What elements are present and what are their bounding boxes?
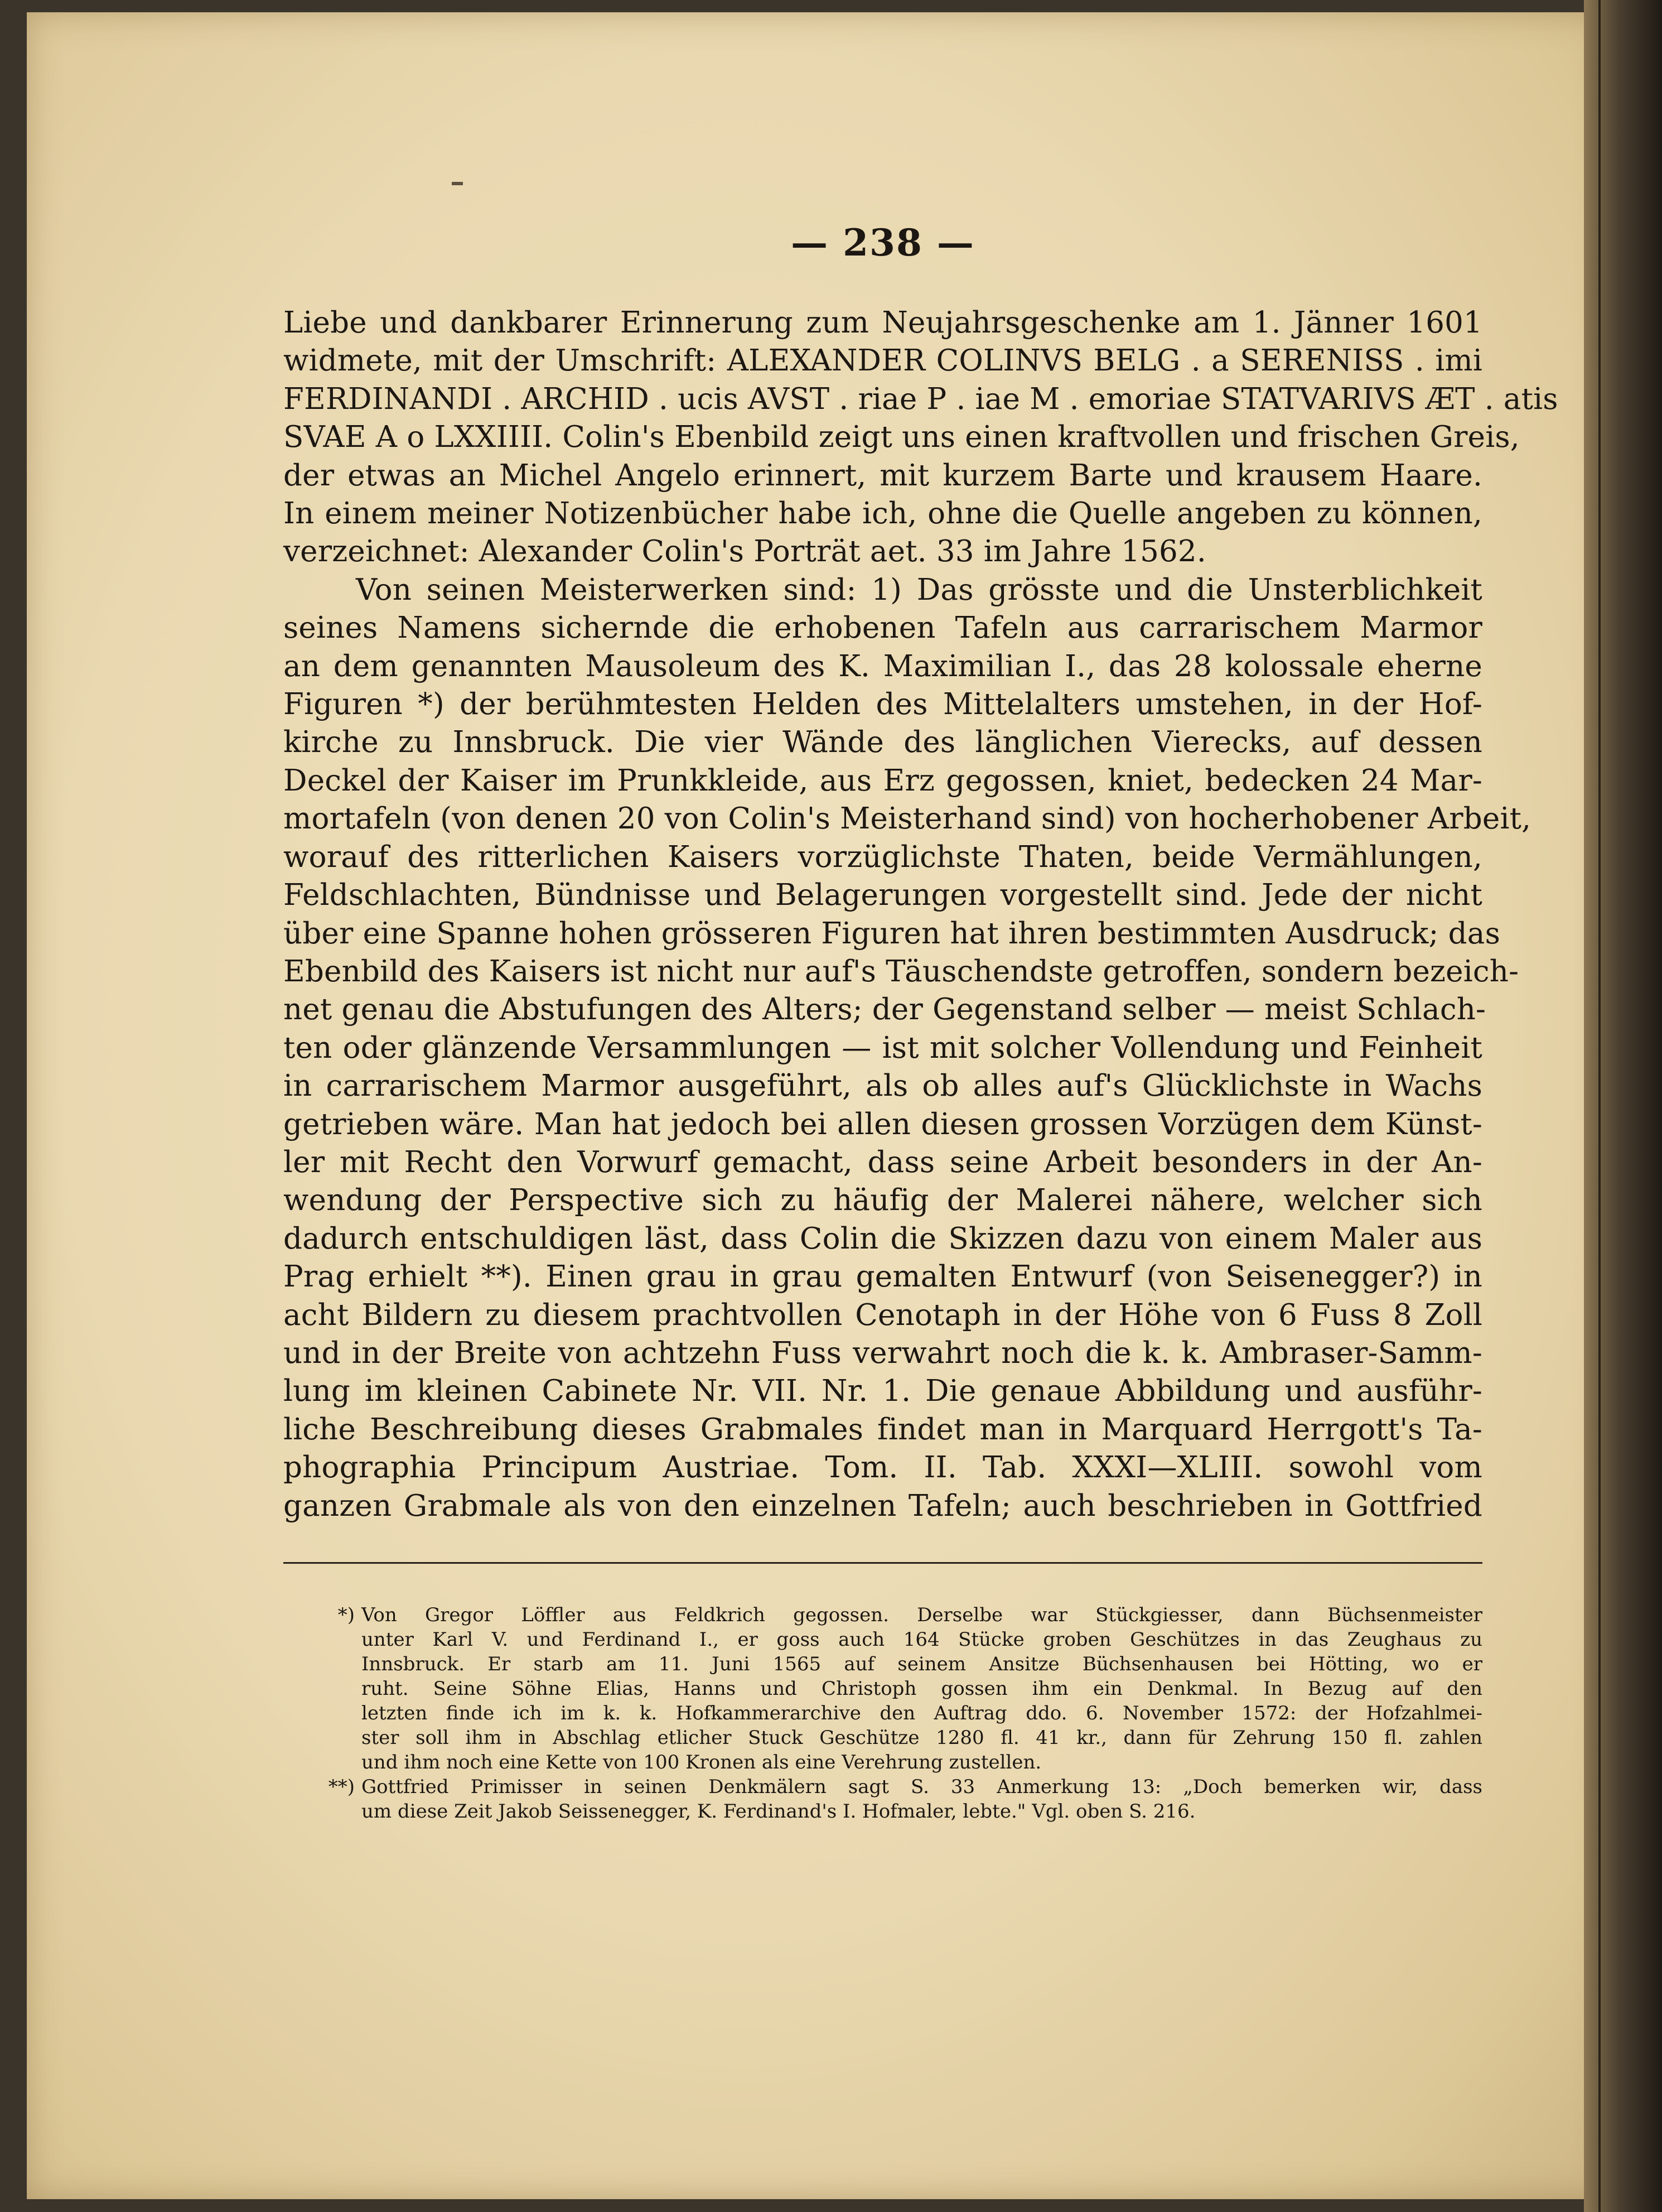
body-line: Feldschlachten, Bündnisse und Belagerungen vorgestellt sind. Jede der nicht xyxy=(283,878,1482,913)
footnote-divider xyxy=(283,1562,1482,1564)
footnote xyxy=(283,1603,1482,1775)
footnote-marker: *) xyxy=(337,1604,355,1626)
body-line: liche Beschreibung dieses Grabmales findet man in Marquard Herrgott's Ta- xyxy=(283,1412,1482,1447)
footnote-line: Innsbruck. Er starb am 11. Juni 1565 auf seinem Ansitze Büchsenhausen bei Hötting, wo er xyxy=(361,1653,1482,1675)
page-edge xyxy=(1598,0,1601,2212)
body-line: und in der Breite von achtzehn Fuss verwahrt noch die k. k. Ambraser-Samm- xyxy=(283,1336,1482,1370)
ink-mark xyxy=(452,182,463,185)
body-line: In einem meiner Notizenbücher habe ich, ohne die Quelle angeben zu können, xyxy=(283,497,1482,531)
body-line: über eine Spanne hohen grösseren Figuren hat ihren bestimmten Ausdruck; das xyxy=(283,916,1500,951)
footnote-line: ster soll ihm in Abschlag etlicher Stuck Geschütze 1280 fl. 41 kr., dann für Zehrung 150 fl. zahlen xyxy=(361,1727,1482,1749)
body-line: ler mit Recht den Vorwurf gemacht, dass seine Arbeit besonders in der An- xyxy=(283,1145,1482,1179)
body-line: verzeichnet: Alexander Colin's Porträt aet. 33 im Jahre 1562. xyxy=(283,534,1206,569)
body-text xyxy=(283,304,1558,1525)
page-text-block xyxy=(283,220,1558,1824)
body-line: Figuren *) der berühmtesten Helden des Mittelalters umstehen, in der Hof- xyxy=(283,687,1482,722)
body-line: Prag erhielt **). Einen grau in grau gemalten Entwurf (von Seisenegger?) in xyxy=(283,1260,1482,1294)
footnote-marker: **) xyxy=(328,1776,355,1798)
body-line: lung im kleinen Cabinete Nr. VII. Nr. 1. Die genaue Abbildung und ausführ- xyxy=(283,1374,1482,1409)
body-line: ganzen Grabmale als von den einzelnen Tafeln; auch beschrieben in Gottfried xyxy=(283,1488,1482,1523)
book-gutter xyxy=(1584,0,1662,2212)
body-line: mortafeln (von denen 20 von Colin's Meisterhand sind) von hocherhobener Arbeit, xyxy=(283,802,1531,836)
body-line: FERDINANDI . ARCHID . ucis AVST . riae P . iae M . emoriae STATVARIVS ÆT . atis xyxy=(283,382,1558,416)
footnote-line: Gottfried Primisser in seinen Denkmälern sagt S. 33 Anmerkung 13: „Doch bemerken wir, dass xyxy=(361,1776,1482,1798)
body-line: Liebe und dankbarer Erinnerung zum Neujahrsgeschenke am 1. Jänner 1601 xyxy=(283,306,1482,340)
body-line: net genau die Abstufungen des Alters; der Gegenstand selber — meist Schlach- xyxy=(283,992,1486,1027)
footnote-line: unter Karl V. und Ferdinand I., er goss auch 164 Stücke groben Geschützes in das Zeughaus zu xyxy=(361,1628,1482,1651)
footnote-line: ruht. Seine Söhne Elias, Hanns und Christoph gossen ihm ein Denkmal. In Bezug auf den xyxy=(361,1678,1482,1700)
body-line: worauf des ritterlichen Kaisers vorzüglichste Thaten, beide Vermählungen, xyxy=(283,840,1482,874)
body-line: Von seinen Meisterwerken sind: 1) Das grösste und die Unsterblichkeit xyxy=(356,572,1482,607)
footnote-line: Von Gregor Löffler aus Feldkrich gegossen. Derselbe war Stückgiesser, dann Büchsenmeister xyxy=(361,1604,1482,1626)
body-line: seines Namens sichernde die erhobenen Tafeln aus carrarischem Marmor xyxy=(283,611,1482,645)
footnote-line: und ihm noch eine Kette von 100 Kronen als eine Verehrung zustellen. xyxy=(361,1751,1042,1774)
body-line: Ebenbild des Kaisers ist nicht nur auf's Täuschendste getroffen, sondern bezeich- xyxy=(283,954,1519,989)
body-line: dadurch entschuldigen läst, dass Colin die Skizzen dazu von einem Maler aus xyxy=(283,1221,1482,1256)
body-line: SVAE A o LXXIIII. Colin's Ebenbild zeigt uns einen kraftvollen und frischen Greis, xyxy=(283,420,1520,455)
body-line: phographia Principum Austriae. Tom. II. Tab. XXXI—XLIII. sowohl vom xyxy=(283,1450,1482,1485)
footnote xyxy=(283,1775,1482,1824)
body-line: an dem genannten Mausoleum des K. Maximilian I., das 28 kolossale eherne xyxy=(283,649,1482,683)
body-line: wendung der Perspective sich zu häufig der Malerei nähere, welcher sich xyxy=(283,1183,1482,1218)
body-line: der etwas an Michel Angelo erinnert, mit kurzem Barte und krausem Haare. xyxy=(283,458,1482,493)
body-line: ten oder glänzende Versammlungen — ist mit solcher Vollendung und Feinheit xyxy=(283,1030,1482,1065)
body-line: getrieben wäre. Man hat jedoch bei allen diesen grossen Vorzügen dem Künst- xyxy=(283,1107,1482,1141)
body-line: Deckel der Kaiser im Prunkkleide, aus Erz gegossen, kniet, bedecken 24 Mar- xyxy=(283,763,1482,798)
body-line: kirche zu Innsbruck. Die vier Wände des länglichen Vierecks, auf dessen xyxy=(283,725,1482,760)
body-line: in carrarischem Marmor ausgeführt, als ob alles auf's Glücklichste in Wachs xyxy=(283,1069,1482,1103)
footnotes xyxy=(283,1603,1482,1824)
body-line: acht Bildern zu diesem prachtvollen Cenotaph in der Höhe von 6 Fuss 8 Zoll xyxy=(283,1298,1482,1332)
body-line: widmete, mit der Umschrift: ALEXANDER COLINVS BELG . a SERENISS . imi xyxy=(283,344,1482,378)
footnote-line: letzten finde ich im k. k. Hofkammerarchive den Auftrag ddo. 6. November 1572: der Hofzahlmei- xyxy=(361,1702,1482,1724)
page-number: — 238 — xyxy=(791,221,975,264)
footnote-line: um diese Zeit Jakob Seissenegger, K. Ferdinand's I. Hofmaler, lebte." Vgl. oben S. 216. xyxy=(361,1800,1196,1823)
